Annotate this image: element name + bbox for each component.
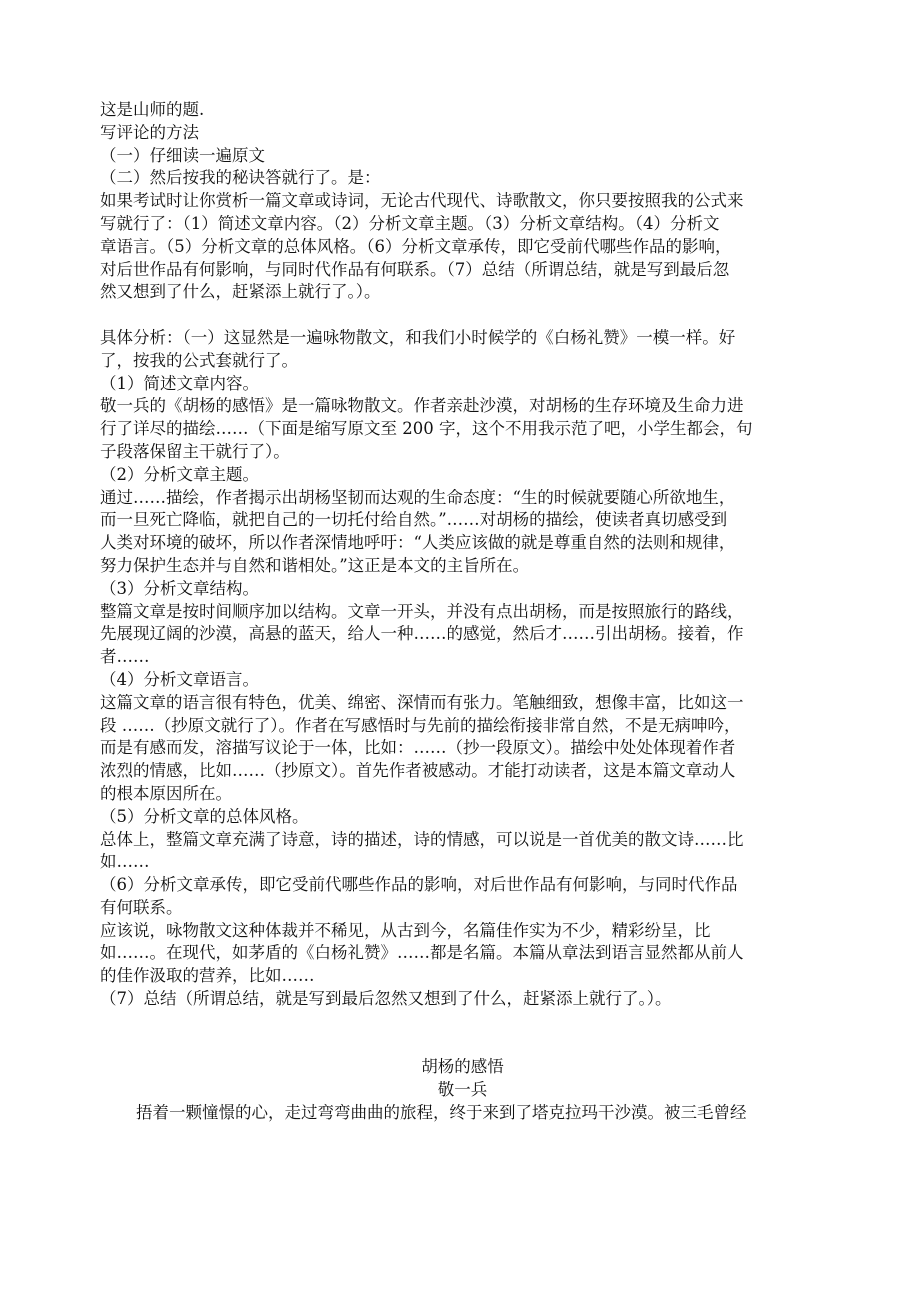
section-1-body — [100, 395, 825, 463]
body-line: 通过……描绘，作者揭示出胡杨坚韧而达观的生命态度：“生的时候就要随心所欲地生， — [100, 487, 736, 507]
body-line: 人类对环境的破坏，所以作者深情地呼吁：“人类应该做的就是尊重自然的法则和规律， — [100, 533, 736, 553]
spacer — [100, 1011, 825, 1057]
spacer — [100, 304, 825, 327]
source-note: 这是山师的题. — [100, 100, 205, 119]
analysis-intro-line: 了，按我的公式套就行了。 — [100, 350, 298, 370]
body-line: 浓烈的情感，比如……（抄原文）。首先作者被感动。才能打动读者，这是本篇文章动人 — [100, 761, 736, 781]
title-line: （6）分析文章承传，即它受前代哪些作品的影响，对后世作品有何影响，与同时代作品 — [100, 875, 738, 895]
document-page — [100, 99, 825, 1125]
formula-line: 章语言。（5）分析文章的总体风格。（6）分析文章承传，即它受前代哪些作品的影响， — [100, 236, 732, 256]
body-line: 应该说，咏物散文这种体裁并不稀见，从古到今，名篇佳作实为不少，精彩纷呈，比 — [100, 920, 711, 940]
section-5-title: （5）分析文章的总体风格。 — [100, 806, 309, 826]
method-heading: 写评论的方法 — [100, 122, 199, 142]
formula-paragraph — [100, 190, 825, 304]
formula-line: 写就行了：（1）简述文章内容。（2）分析文章主题。（3）分析文章结构。（4）分析文 — [100, 213, 720, 233]
analysis-intro — [100, 327, 825, 373]
essay-author: 敬一兵 — [437, 1080, 488, 1100]
section-6-body — [100, 920, 825, 988]
section-2-title: （2）分析文章主题。 — [100, 464, 259, 484]
section-4-body — [100, 692, 825, 806]
essay-title: 胡杨的感悟 — [421, 1057, 504, 1077]
formula-line: 然又想到了什么，赶紧添上就行了。）。 — [100, 282, 381, 302]
body-line: 敬一兵的《胡杨的感悟》是一篇咏物散文。作者亲赴沙漠，对胡杨的生存环境及生命力进 — [100, 396, 744, 416]
section-6-title — [100, 874, 825, 920]
body-line: 而是有感而发，溶描写议论于一体，比如：……（抄一段原文）。描绘中处处体现着作者 — [100, 738, 736, 758]
body-line: 子段落保留主干就行了）。 — [100, 441, 290, 461]
body-line: 段 ……（抄原文就行了）。作者在写感悟时与先前的描绘衔接非常自然，不是无病呻吟， — [100, 715, 741, 735]
step-two: （二）然后按我的秘诀答就行了。是： — [100, 168, 381, 188]
section-1-title: （1）简述文章内容。 — [100, 373, 259, 393]
formula-line: 对后世作品有何影响，与同时代作品有何联系。（7）总结（所谓总结，就是写到最后忽 — [100, 259, 730, 279]
body-line: 整篇文章是按时间顺序加以结构。文章一开头，并没有点出胡杨，而是按照旅行的路线， — [100, 601, 744, 621]
body-line: 这篇文章的语言很有特色，优美、绵密、深情而有张力。笔触细致，想像丰富，比如这一 — [100, 692, 744, 712]
step-one: （一）仔细读一遍原文 — [100, 145, 265, 165]
section-3-body — [100, 601, 825, 669]
section-2-body — [100, 487, 825, 578]
section-7-title: （7）总结（所谓总结，就是写到最后忽然又想到了什么，赶紧添上就行了。）。 — [100, 989, 672, 1009]
body-line: 者…… — [100, 647, 150, 667]
title-line: 有何联系。 — [100, 897, 183, 917]
body-line: 先展现辽阔的沙漠，高悬的蓝天，给人一种……的感觉，然后才……引出胡杨。接着，作 — [100, 624, 744, 644]
formula-line: 如果考试时让你赏析一篇文章或诗词，无论古代现代、诗歌散文，你只要按照我的公式来 — [100, 191, 744, 211]
analysis-intro-line: 具体分析：（一）这显然是一遍咏物散文，和我们小时候学的《白杨礼赞》一模一样。好 — [100, 327, 736, 347]
body-line: 而一旦死亡降临，就把自己的一切托付给自然。”……对胡杨的描绘，使读者真切感受到 — [100, 510, 728, 530]
body-line: 如……。在现代，如茅盾的《白杨礼赞》……都是名篇。本篇从章法到语言显然都从前人 — [100, 943, 744, 963]
section-4-title: （4）分析文章语言。 — [100, 669, 259, 689]
essay-first-line: 捂着一颗憧憬的心，走过弯弯曲曲的旅程，终于来到了塔克拉玛干沙漠。被三毛曾经 — [136, 1103, 747, 1123]
section-5-body — [100, 829, 825, 875]
body-line: 的佳作汲取的营养，比如…… — [100, 966, 315, 986]
body-line: 行了详尽的描绘……（下面是缩写原文至 200 字，这个不用我示范了吧，小学生都会，句 — [100, 419, 753, 439]
body-line: 的根本原因所在。 — [100, 783, 232, 803]
body-line: 努力保护生态并与自然和谐相处。”这正是本文的主旨所在。 — [100, 555, 530, 575]
body-line: 如…… — [100, 852, 150, 872]
section-3-title: （3）分析文章结构。 — [100, 578, 259, 598]
body-line: 总体上，整篇文章充满了诗意，诗的描述，诗的情感，可以说是一首优美的散文诗……比 — [100, 829, 744, 849]
